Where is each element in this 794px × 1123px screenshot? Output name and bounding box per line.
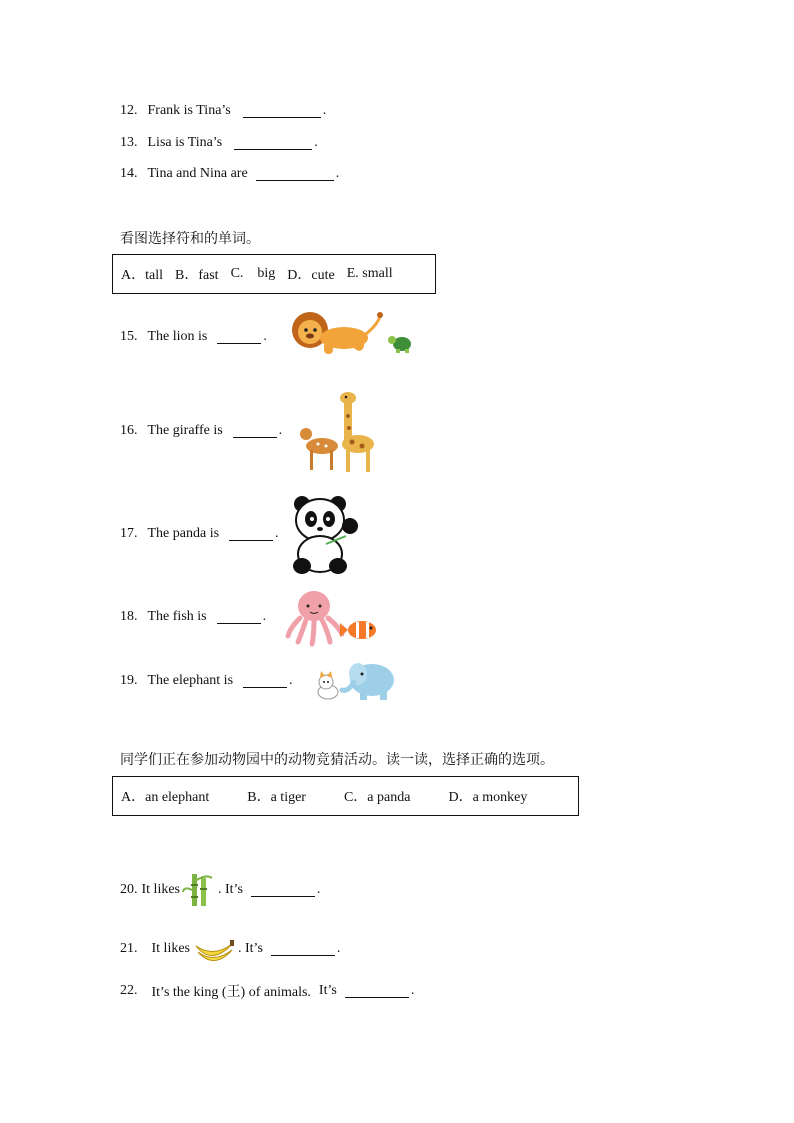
question-pre: It likes xyxy=(151,941,190,956)
question-number: 22. xyxy=(120,983,138,998)
question-number: 12. xyxy=(120,103,138,118)
answer-blank[interactable] xyxy=(229,528,273,541)
option-c: C．a panda xyxy=(343,790,411,805)
question-tail: . xyxy=(316,882,321,897)
octopus-icon xyxy=(288,591,342,644)
banana-icon xyxy=(192,932,236,966)
answer-blank[interactable] xyxy=(345,985,409,998)
cat-icon xyxy=(318,671,338,699)
section2-instruction: 看图选择符和的单词。 xyxy=(120,231,260,247)
question-number: 17. xyxy=(120,526,138,541)
bamboo-icon xyxy=(182,872,216,908)
question-17 xyxy=(120,526,279,542)
cat-elephant-image xyxy=(314,656,398,702)
answer-blank[interactable] xyxy=(243,675,287,688)
question-number: 15. xyxy=(120,329,138,344)
question-tail: . xyxy=(410,983,415,998)
question-20 xyxy=(120,872,320,908)
question-18 xyxy=(120,609,266,625)
question-15 xyxy=(120,329,267,345)
question-tail: . xyxy=(289,673,293,688)
question-pre: It’s the king (王) of animals. xyxy=(151,985,311,1000)
answer-blank[interactable] xyxy=(256,168,334,181)
option-a: A．an elephant xyxy=(121,790,210,805)
lion-icon xyxy=(292,312,383,354)
question-mid: . It’s xyxy=(238,941,263,956)
section2-options-box xyxy=(112,254,436,294)
question-text: The panda is xyxy=(147,526,220,541)
octopus-fish-image xyxy=(284,588,382,648)
answer-blank[interactable] xyxy=(271,943,335,956)
option-a: A．tall xyxy=(121,268,163,283)
lion-turtle-image xyxy=(288,306,418,362)
question-mid: It’s xyxy=(318,983,337,998)
question-tail: . xyxy=(278,423,283,438)
question-text: Lisa is Tina’s xyxy=(147,135,223,150)
answer-blank[interactable] xyxy=(233,425,277,438)
question-text: The giraffe is xyxy=(147,423,223,438)
question-tail: . xyxy=(263,329,267,344)
question-text: Tina and Nina are xyxy=(147,166,248,181)
question-text: The elephant is xyxy=(147,673,234,688)
option-c-label: C. xyxy=(230,266,244,281)
answer-blank[interactable] xyxy=(234,137,312,150)
answer-blank[interactable] xyxy=(251,884,315,897)
question-number: 16. xyxy=(120,423,138,438)
giraffe-icon xyxy=(340,392,374,472)
question-19 xyxy=(120,673,293,689)
option-d: D．cute xyxy=(287,268,335,283)
question-mid: . It’s xyxy=(218,882,243,897)
section3-instruction: 同学们正在参加动物园中的动物竞猜活动。读一读，选择正确的选项。 xyxy=(120,752,554,768)
question-14 xyxy=(120,166,339,182)
question-number: 18. xyxy=(120,609,138,624)
panda-image xyxy=(290,494,362,576)
question-16 xyxy=(120,423,282,439)
deer-giraffe-image xyxy=(294,384,380,476)
question-tail: . xyxy=(262,609,267,624)
question-number: 13. xyxy=(120,135,138,150)
answer-blank[interactable] xyxy=(217,611,261,624)
question-tail: . xyxy=(322,103,327,118)
question-21 xyxy=(120,932,340,966)
question-pre: It likes xyxy=(141,882,180,897)
elephant-icon xyxy=(342,663,394,700)
question-number: 20. xyxy=(120,882,138,897)
answer-blank[interactable] xyxy=(243,105,321,118)
question-22 xyxy=(120,981,414,1001)
option-b: B．a tiger xyxy=(247,790,306,805)
panda-icon xyxy=(293,496,358,574)
question-text: Frank is Tina’s xyxy=(147,103,231,118)
fish-icon xyxy=(340,621,376,639)
question-13 xyxy=(120,135,318,151)
question-number: 19. xyxy=(120,673,138,688)
deer-icon xyxy=(300,428,338,470)
question-tail: . xyxy=(335,166,340,181)
option-e: E. small xyxy=(346,266,393,281)
section3-options-box xyxy=(112,776,579,816)
option-b: B．fast xyxy=(175,268,219,283)
option-d: D．a monkey xyxy=(448,790,528,805)
question-number: 14. xyxy=(120,166,138,181)
question-tail: . xyxy=(275,526,279,541)
question-12 xyxy=(120,103,326,119)
question-tail: . xyxy=(314,135,318,150)
answer-blank[interactable] xyxy=(217,331,261,344)
question-text: The lion is xyxy=(147,329,208,344)
question-text: The fish is xyxy=(147,609,207,624)
option-c-word: big xyxy=(257,266,276,281)
question-number: 21. xyxy=(120,941,138,956)
question-tail: . xyxy=(336,941,341,956)
turtle-icon xyxy=(388,336,411,353)
